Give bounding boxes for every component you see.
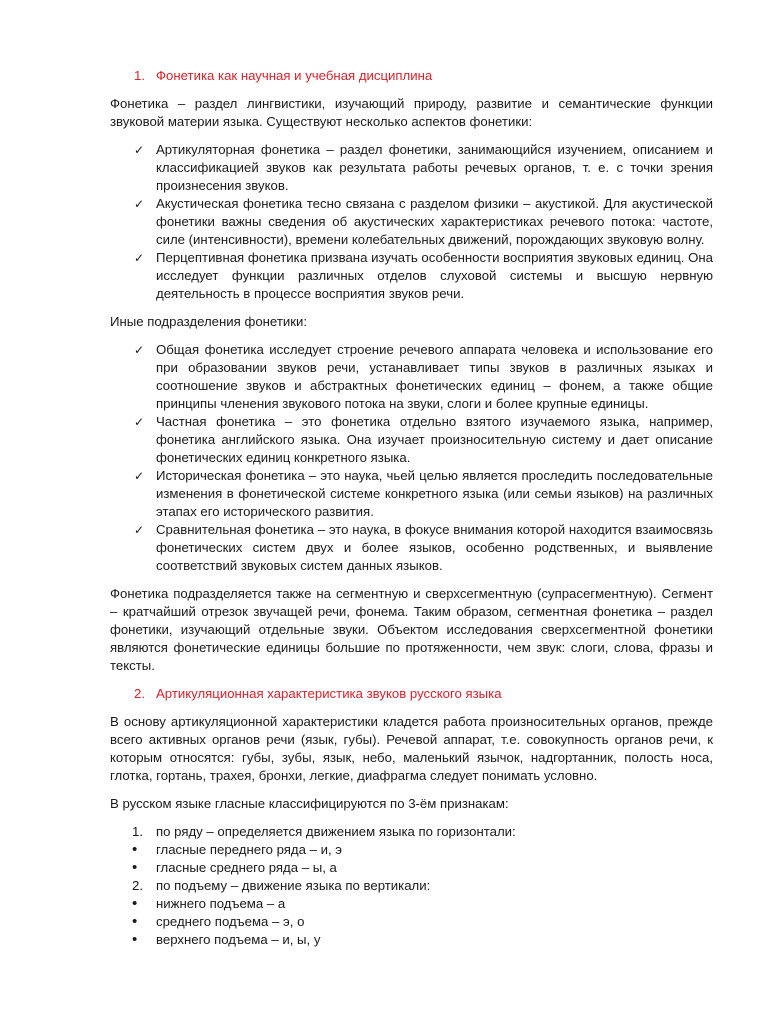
- list-number: 2.: [132, 878, 143, 893]
- section-2-heading: [110, 685, 713, 703]
- list-item: [110, 467, 713, 521]
- bullet-icon: •: [132, 931, 138, 948]
- list-item: [110, 249, 713, 303]
- list-number: 1.: [132, 824, 143, 839]
- check-icon: ✓: [134, 343, 145, 357]
- bullet-icon: •: [132, 841, 138, 858]
- bullet-icon: •: [132, 859, 138, 876]
- list-item-text: по ряду – определяется движением языка по горизонтали:: [156, 824, 516, 839]
- list-item: [110, 895, 713, 913]
- section-title: Артикуляционная характеристика звуков русского языка: [156, 686, 502, 701]
- list-item: [110, 141, 713, 195]
- list-item-text: Артикуляторная фонетика – раздел фонетики, занимающийся изучением, описанием и классификацией звуков как результата работы речевых органов, т. е. с точки зрения произнесения звуков.: [156, 142, 713, 193]
- articulation-paragraph: В основу артикуляционной характеристики кладется работа произносительных органов, прежде всего активных органов речи (язык, губы). Речевой аппарат, т.е. совокупность органов речи, к которым относятся: губы, зубы, язык, небо, маленький язычок, надгортанник, полость носа, глотка, гортань, трахея, бронхи, легкие, диафрагма следует понимать условно.: [110, 714, 713, 783]
- list-item-text: гласные переднего ряда – и, э: [156, 842, 343, 857]
- list-item-text: среднего подъема – э, о: [156, 914, 305, 929]
- list-item-text: Перцептивная фонетика призвана изучать особенности восприятия звуковых единиц. Она исследует функции различных отделов слуховой системы и высшую нервную деятельность в процессе восприятия звуков речи.: [156, 250, 713, 301]
- section-title: Фонетика как научная и учебная дисциплина: [156, 68, 433, 83]
- list-item-text: Сравнительная фонетика – это наука, в фокусе внимания которой находится взаимосвязь фонетических систем двух и более языков, особенно родственных, и выявление соответствий звуковых систем данных языков.: [156, 522, 713, 573]
- bullet-icon: •: [132, 895, 138, 912]
- list-item-text: Общая фонетика исследует строение речевого аппарата человека и использование его при образовании звуков речи, устанавливает типы звуков в различных языках и соотношение звуков и абстрактных фонетических единиц – фонем, а также общие принципы членения звукового потока на звуки, слоги и более крупные единицы.: [156, 342, 713, 411]
- check-icon: ✓: [134, 143, 145, 157]
- list-item: [110, 859, 713, 877]
- check-icon: ✓: [134, 415, 145, 429]
- check-icon: ✓: [134, 523, 145, 537]
- check-icon: ✓: [134, 197, 145, 211]
- bullet-icon: •: [132, 913, 138, 930]
- segment-paragraph: Фонетика подразделяется также на сегментную и сверхсегментную (супрасегментную). Сегмент – кратчайший отрезок звучащей речи, фонема. Таким образом, сегментная фонетика – раздел фонетики, изучающий отдельные звуки. Объектом исследования сверхсегментной фонетики являются фонетические единицы большие по протяженности, чем звук: слоги, слова, фразы и тексты.: [110, 586, 713, 673]
- vowel-classification-list: [110, 823, 713, 949]
- list-item-text: гласные среднего ряда – ы, а: [156, 860, 337, 875]
- vowels-intro: В русском языке гласные классифицируются по 3-ём признакам:: [110, 796, 509, 811]
- section-number: 1.: [134, 68, 145, 83]
- check-icon: ✓: [134, 251, 145, 265]
- list-item: [110, 913, 713, 931]
- list-item: [110, 841, 713, 859]
- list-item: [110, 195, 713, 249]
- list-item: [110, 823, 713, 841]
- section-1-heading: [110, 67, 713, 85]
- intro-paragraph: Фонетика – раздел лингвистики, изучающий природу, развитие и семантические функции звуковой материи языка. Существуют несколько аспектов фонетики:: [110, 96, 713, 129]
- section-number: 2.: [134, 686, 145, 701]
- check-icon: ✓: [134, 469, 145, 483]
- list-item: [110, 877, 713, 895]
- list-item: [110, 341, 713, 413]
- list-item-text: по подъему – движение языка по вертикали:: [156, 878, 431, 893]
- list-item: [110, 521, 713, 575]
- list-item-text: верхнего подъема – и, ы, у: [156, 932, 321, 947]
- document-body: [110, 67, 713, 949]
- list-item-text: Частная фонетика – это фонетика отдельно взятого изучаемого языка, например, фонетика английского языка. Она изучает произносительную систему и дает описание фонетических единиц конкретного языка.: [156, 414, 713, 465]
- subdivisions-list: [110, 341, 713, 575]
- list-item-text: Историческая фонетика – это наука, чьей целью является проследить последовательные изменения в фонетической системе конкретного языка (или семьи языков) на различных этапах его исторического развития.: [156, 468, 713, 519]
- aspects-list: [110, 141, 713, 303]
- list-item-text: нижнего подъема – а: [156, 896, 286, 911]
- list-item-text: Акустическая фонетика тесно связана с разделом физики – акустикой. Для акустической фонетики важны сведения об акустических характеристиках речевого потока: частоте, силе (интенсивности), времени колебательных движений, порождающих звуковую волну.: [156, 196, 713, 247]
- list-item: [110, 931, 713, 949]
- other-subdivisions-label: Иные подразделения фонетики:: [110, 314, 308, 329]
- list-item: [110, 413, 713, 467]
